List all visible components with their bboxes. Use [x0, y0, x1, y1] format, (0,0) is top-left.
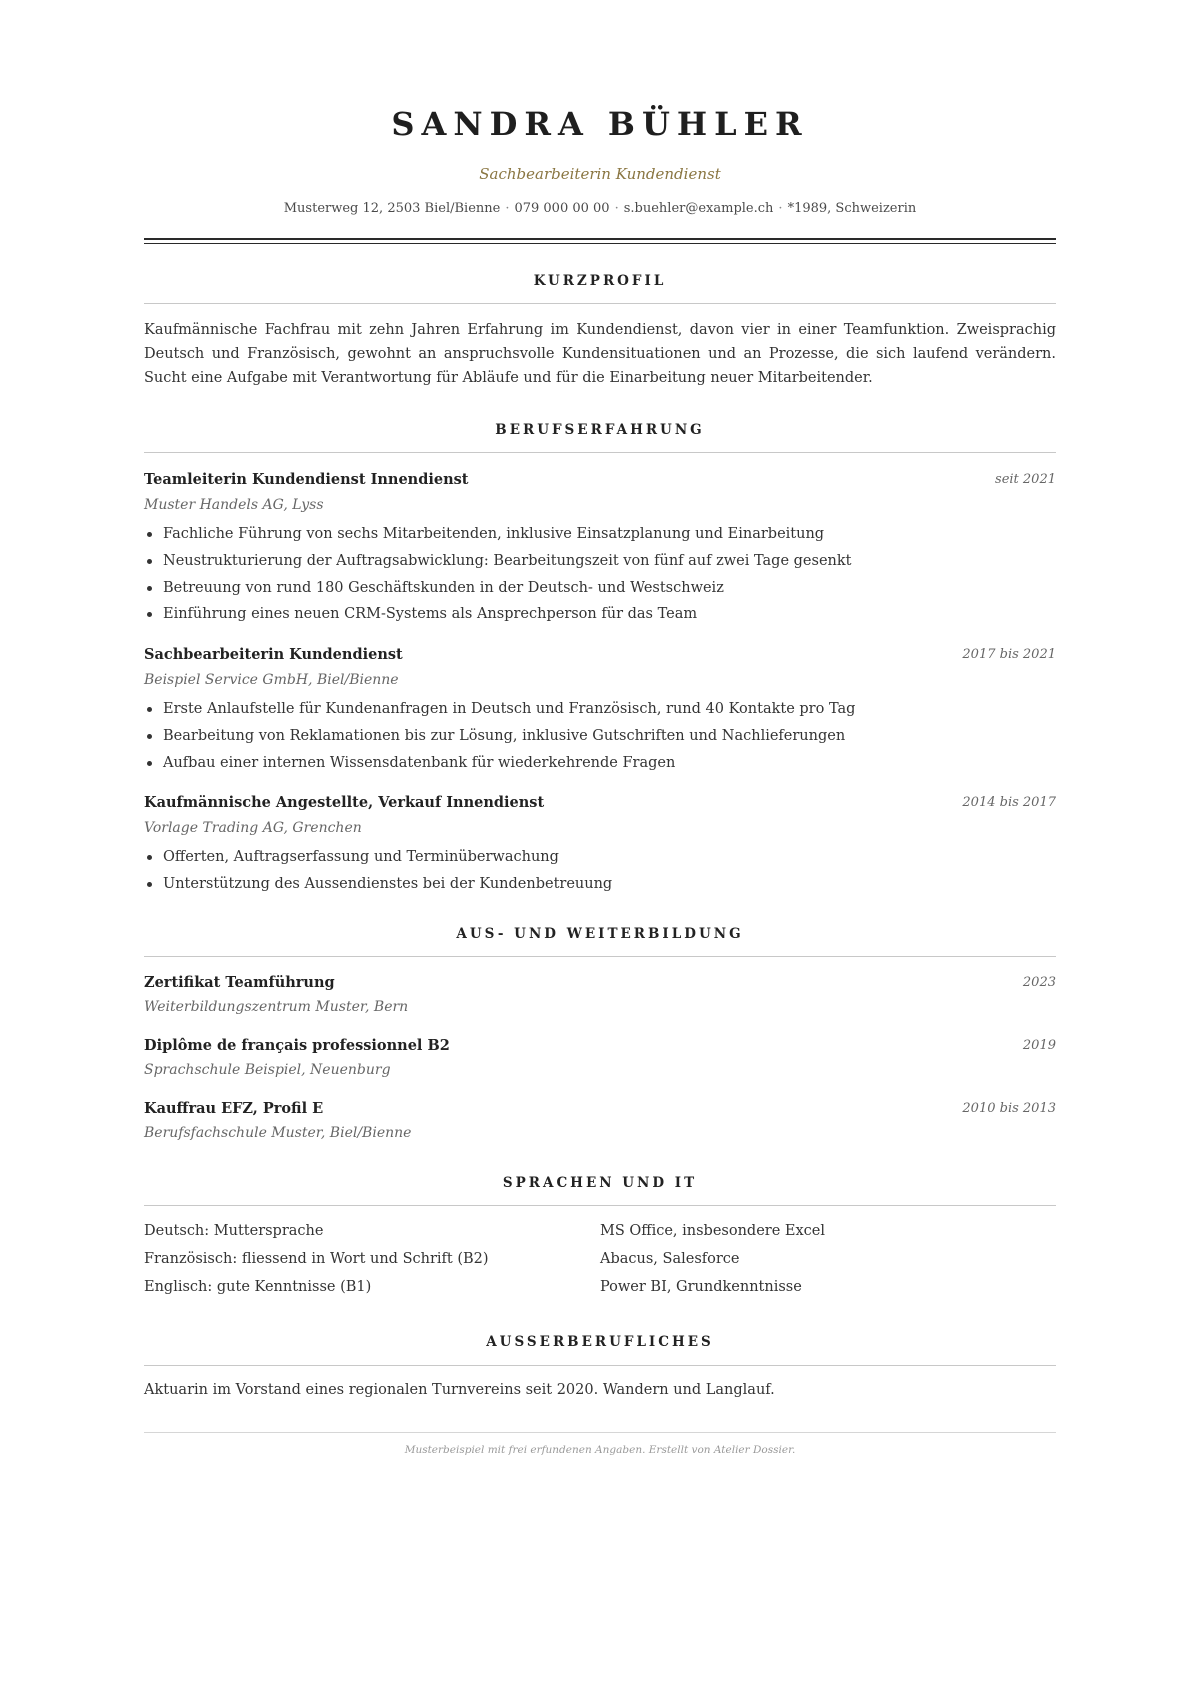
list-item-text: Erste Anlaufstelle für Kundenanfragen in Deutsch und Französisch, rund 40 Kontakte pro Tag — [163, 701, 856, 717]
bullet-icon — [147, 855, 152, 860]
list-item-text: Unterstützung des Aussendienstes bei der Kundenbetreuung — [163, 876, 613, 892]
extra-text: Aktuarin im Vorstand eines regionalen Turnvereins seit 2020. Wandern und Langlauf. — [144, 1382, 775, 1398]
footer-divider — [144, 1432, 1056, 1433]
education-school: Berufsfachschule Muster, Biel/Bienne — [144, 1125, 412, 1141]
separator: · — [614, 201, 619, 216]
it-skill-item: Power BI, Grundkenntnisse — [600, 1279, 802, 1295]
language-item: Französisch: fliessend in Wort und Schrift (B2) — [144, 1251, 489, 1267]
section-divider — [144, 1205, 1056, 1206]
profile-text: Kaufmännische Fachfrau mit zehn Jahren Erfahrung im Kundendienst, davon vier in einer Teamfunktion. Zweisprachig Deutsch und Französisch, gewohnt an anspruchsvolle Kundensituationen und an Prozesse, die sich laufend verändern. Sucht eine Aufgabe mit Verantwortung für Abläufe und für die Einarbeitung neuer Mitarbeitender. — [144, 322, 1056, 386]
footer-note: Musterbeispiel mit frei erfundenen Angaben. Erstellt von Atelier Dossier. — [404, 1444, 796, 1456]
section-divider — [144, 1365, 1056, 1366]
job-company: Muster Handels AG, Lyss — [144, 497, 324, 513]
separator: · — [505, 201, 510, 216]
separator: · — [778, 201, 783, 216]
bullet-icon — [147, 559, 152, 564]
section-title-extra: AUSSERBERUFLICHES — [486, 1334, 714, 1350]
job-title: Teamleiterin Kundendienst Innendienst — [144, 471, 469, 488]
education-title: Diplôme de français professionnel B2 — [144, 1037, 450, 1054]
education-title: Kauffrau EFZ, Profil E — [144, 1100, 324, 1117]
it-skill-item: MS Office, insbesondere Excel — [600, 1223, 826, 1239]
job-title: Kaufmännische Angestellte, Verkauf Innendienst — [144, 794, 545, 811]
education-date: 2010 bis 2013 — [962, 1101, 1056, 1116]
education-date: 2019 — [1022, 1038, 1056, 1053]
contact-email: s.buehler@example.ch — [623, 201, 774, 216]
section-title-languages-it: SPRACHEN UND IT — [502, 1175, 698, 1191]
section-title-profile: KURZPROFIL — [533, 273, 667, 289]
education-school: Sprachschule Beispiel, Neuenburg — [144, 1062, 391, 1078]
section-title-experience: BERUFSERFAHRUNG — [495, 422, 705, 438]
bullet-icon — [147, 734, 152, 739]
job-company: Beispiel Service GmbH, Biel/Bienne — [144, 672, 399, 688]
bullet-icon — [147, 707, 152, 712]
contact-address: Musterweg 12, 2503 Biel/Bienne — [283, 201, 501, 216]
it-skill-item: Abacus, Salesforce — [600, 1251, 740, 1267]
bullet-icon — [147, 586, 152, 591]
job-company: Vorlage Trading AG, Grenchen — [144, 820, 362, 836]
list-item-text: Bearbeitung von Reklamationen bis zur Lösung, inklusive Gutschriften und Nachlieferungen — [163, 728, 846, 744]
job-date: 2014 bis 2017 — [962, 795, 1056, 810]
bullet-icon — [147, 761, 152, 766]
contact-phone: 079 000 00 00 — [514, 201, 610, 216]
list-item-text: Betreuung von rund 180 Geschäftskunden in der Deutsch- und Westschweiz — [163, 580, 724, 596]
header-divider — [144, 238, 1056, 244]
contact-line — [144, 200, 1056, 218]
candidate-name: SANDRA BÜHLER — [391, 105, 809, 143]
section-divider — [144, 956, 1056, 957]
bullet-icon — [147, 882, 152, 887]
list-item-text: Aufbau einer internen Wissensdatenbank für wiederkehrende Fragen — [163, 755, 676, 771]
education-title: Zertifikat Teamführung — [144, 974, 335, 991]
education-school: Weiterbildungszentrum Muster, Bern — [144, 999, 409, 1015]
job-date: seit 2021 — [995, 472, 1056, 487]
section-divider — [144, 303, 1056, 304]
bullet-icon — [147, 532, 152, 537]
list-item-text: Einführung eines neuen CRM-Systems als Ansprechperson für das Team — [163, 606, 698, 622]
list-item-text: Offerten, Auftragserfassung und Terminüberwachung — [163, 849, 559, 865]
candidate-role: Sachbearbeiterin Kundendienst — [479, 165, 721, 183]
job-date: 2017 bis 2021 — [962, 647, 1056, 662]
language-item: Englisch: gute Kenntnisse (B1) — [144, 1279, 372, 1295]
education-date: 2023 — [1022, 975, 1056, 990]
list-item-text: Fachliche Führung von sechs Mitarbeitenden, inklusive Einsatzplanung und Einarbeitung — [163, 526, 825, 542]
section-title-education: AUS- UND WEITERBILDUNG — [456, 926, 744, 942]
job-title: Sachbearbeiterin Kundendienst — [144, 646, 403, 663]
section-divider — [144, 452, 1056, 453]
contact-birth-nationality: *1989, Schweizerin — [787, 201, 917, 216]
bullet-icon — [147, 612, 152, 617]
language-item: Deutsch: Muttersprache — [144, 1223, 324, 1239]
list-item-text: Neustrukturierung der Auftragsabwicklung: Bearbeitungszeit von fünf auf zwei Tage gesenkt — [163, 553, 852, 569]
